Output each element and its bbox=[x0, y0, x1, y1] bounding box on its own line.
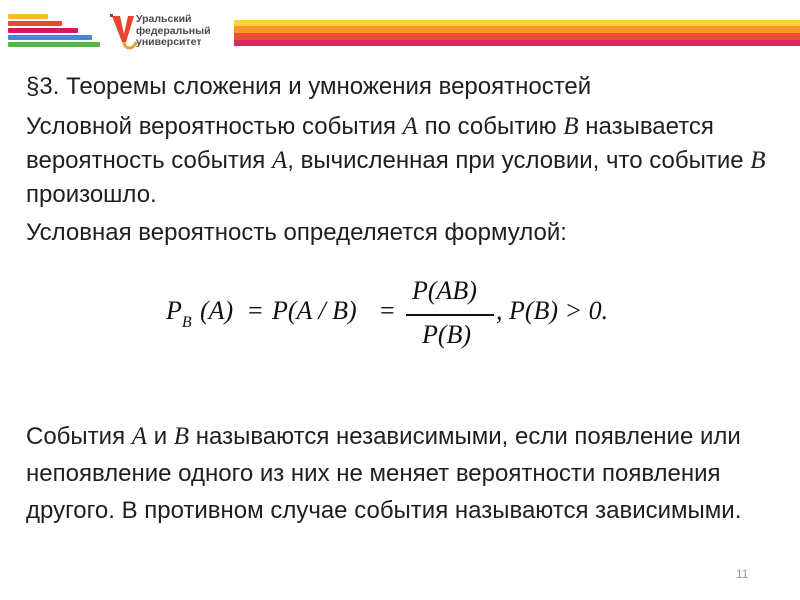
formula-denominator: P(B) bbox=[422, 320, 472, 349]
stripe bbox=[8, 28, 78, 33]
formula-p: P bbox=[166, 296, 182, 325]
university-name bbox=[136, 14, 211, 49]
stripe bbox=[8, 42, 100, 47]
text-span: называются независимыми, если появление или непоявление одного из них не меняет вероятности появления другого. В противном случае события называются зависимыми. bbox=[26, 423, 742, 524]
brand-band bbox=[234, 40, 800, 46]
definition-paragraph bbox=[26, 110, 766, 212]
brand-band bbox=[234, 26, 800, 33]
variable-b: B bbox=[750, 147, 766, 174]
brand-band bbox=[234, 33, 800, 40]
text-span: Условной вероятностью события bbox=[26, 113, 403, 140]
page-number: 11 bbox=[736, 567, 749, 581]
slide-title: §3. Теоремы сложения и умножения вероятностей bbox=[26, 73, 592, 100]
conditional-probability-formula bbox=[166, 276, 686, 358]
text-span: События bbox=[26, 423, 132, 450]
slide-header bbox=[0, 0, 800, 60]
stripe bbox=[8, 21, 62, 26]
variable-b: B bbox=[563, 113, 579, 140]
text-span: , вычисленная при условии, что событие bbox=[287, 147, 751, 174]
logo-line: университет bbox=[136, 36, 202, 48]
formula-condition: , P(B) > 0. bbox=[496, 296, 609, 325]
formula-subscript: B bbox=[181, 314, 192, 331]
variable-a: A bbox=[402, 113, 418, 140]
variable-b: B bbox=[173, 423, 190, 450]
slide-content bbox=[26, 64, 766, 250]
formula-equals: = bbox=[380, 296, 395, 325]
formula-numerator: P(AB) bbox=[412, 276, 477, 305]
text-span: произошло. bbox=[26, 181, 157, 208]
stripe bbox=[8, 14, 48, 19]
variable-a: A bbox=[271, 147, 288, 174]
logo-line: федеральный bbox=[136, 24, 211, 37]
text-span: называется вероятность события bbox=[26, 113, 714, 174]
text-span: по событию bbox=[417, 113, 564, 140]
fraction-bar bbox=[406, 314, 494, 316]
formula-lhs bbox=[166, 296, 192, 331]
formula-conditional: P(A / B) bbox=[272, 296, 357, 325]
formula-intro: Условная вероятность определяется формулой: bbox=[26, 219, 567, 246]
decorative-stripes bbox=[8, 14, 100, 48]
text-span: и bbox=[147, 423, 174, 450]
logo-line: Уральский bbox=[136, 13, 192, 25]
stripe bbox=[8, 35, 92, 40]
variable-a: A bbox=[131, 423, 148, 450]
formula-lhs-arg: (A) bbox=[200, 296, 234, 325]
independence-paragraph bbox=[26, 418, 766, 529]
brand-color-bar bbox=[234, 20, 800, 46]
formula-equals: = bbox=[248, 296, 263, 325]
